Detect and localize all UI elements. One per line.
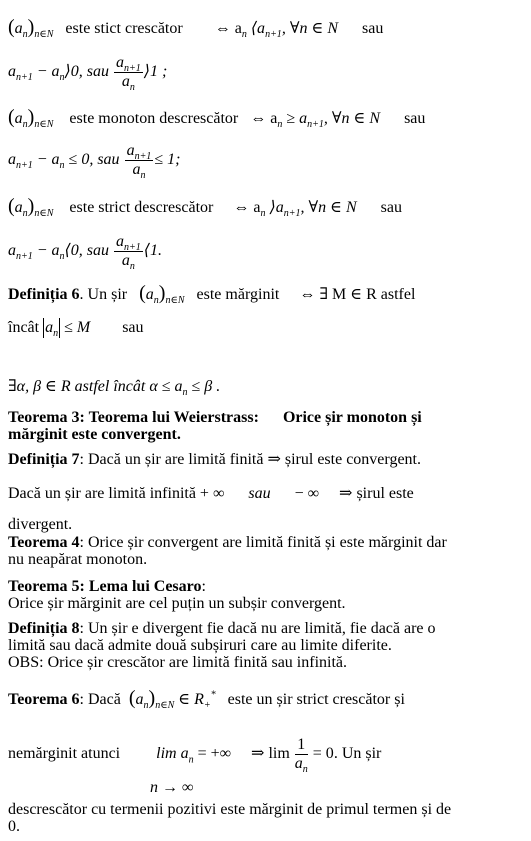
- theorem-6-n-to-infinity: n → ∞: [150, 779, 194, 796]
- definition-6: Definiția 6. Un șir $(a_n)_{n\in N}$ este mărginit ⇔ ∃ M ∈ R astfel: [8, 282, 416, 307]
- line-strict-decreasing: $(a_n)_{n\in N}$ este strict descrescător ⇔ $a_n$ $⟩a_{n+1}$, ∀n ∈ N sau: [8, 195, 402, 220]
- line-difference-condition-1: $a_{n+1}$ − $a_n⟩0$, sau $\frac{a_{n+1}}{a_n}$ ⟩1 ;: [8, 54, 168, 94]
- line-monoton-decreasing: $(a_n)_{n\in N}$ este monoton descrescător ⇔ $a_n \ge a_{n+1}$, ∀n ∈ N sau: [8, 106, 426, 131]
- theorem-3: Teorema 3: Teorema lui Weierstrass: Orice șir monoton și mărginit este convergent.: [8, 409, 422, 443]
- line-strict-increasing: $(a_n)_{n\in N}$ este stict crescător ⇔ $a_n$ $⟨a_{n+1}$, ∀n ∈ N sau: [8, 16, 384, 41]
- line-infinite-limit: Dacă un șir are limită infinită + ∞ sau − ∞ ⇒ șirul este: [8, 485, 414, 502]
- definition-7: Definiția 7: Dacă un șir are limită finită ⇒ șirul este convergent.: [8, 451, 421, 468]
- line-bounded-alpha-beta: ∃α, β ∈ R astfel încât $\alpha \le a_n \le \beta$ .: [8, 378, 221, 399]
- theorem-4: Teorema 4: Orice șir convergent are limită finită și este mărginit dar nu neapărat monoton.: [8, 534, 447, 568]
- line-divergent: divergent.: [8, 516, 73, 533]
- line-difference-condition-2: $a_{n+1} - a_n \le 0$, sau $\frac{a_{n+1}}{a_n}$ ≤ 1;: [8, 142, 181, 182]
- definition-8: Definiția 8: Un șir e divergent fie dacă nu are limită, fie dacă are o limită sau dacă admite două subșiruri care au limite diferite. OBS: Orice șir crescător are limită finită sau infinită.: [8, 620, 436, 671]
- theorem-5: Teorema 5: Lema lui Cesaro: Orice șir mărginit are cel puțin un subșir convergent.: [8, 578, 346, 612]
- line-difference-condition-3: $a_{n+1}$ − $a_n⟨0$, sau $\frac{a_{n+1}}{a_n}$ ⟨1.: [8, 233, 163, 273]
- definition-6-continued: încât $a_n \le M$ sau: [8, 319, 144, 340]
- theorem-6: Teorema 6: Dacă $(a_n)_{n\in N}$ ∈ $R_+^*$ este un șir strict crescător și: [8, 687, 405, 712]
- theorem-6-limit-line: nemărginit atunci $\lim a_n$ = +∞ ⇒ lim $\frac{1}{a_n}$ = 0. Un șir: [8, 736, 382, 776]
- closing-statement: descrescător cu termenii pozitivi este mărginit de primul termen și de 0.: [8, 801, 452, 835]
